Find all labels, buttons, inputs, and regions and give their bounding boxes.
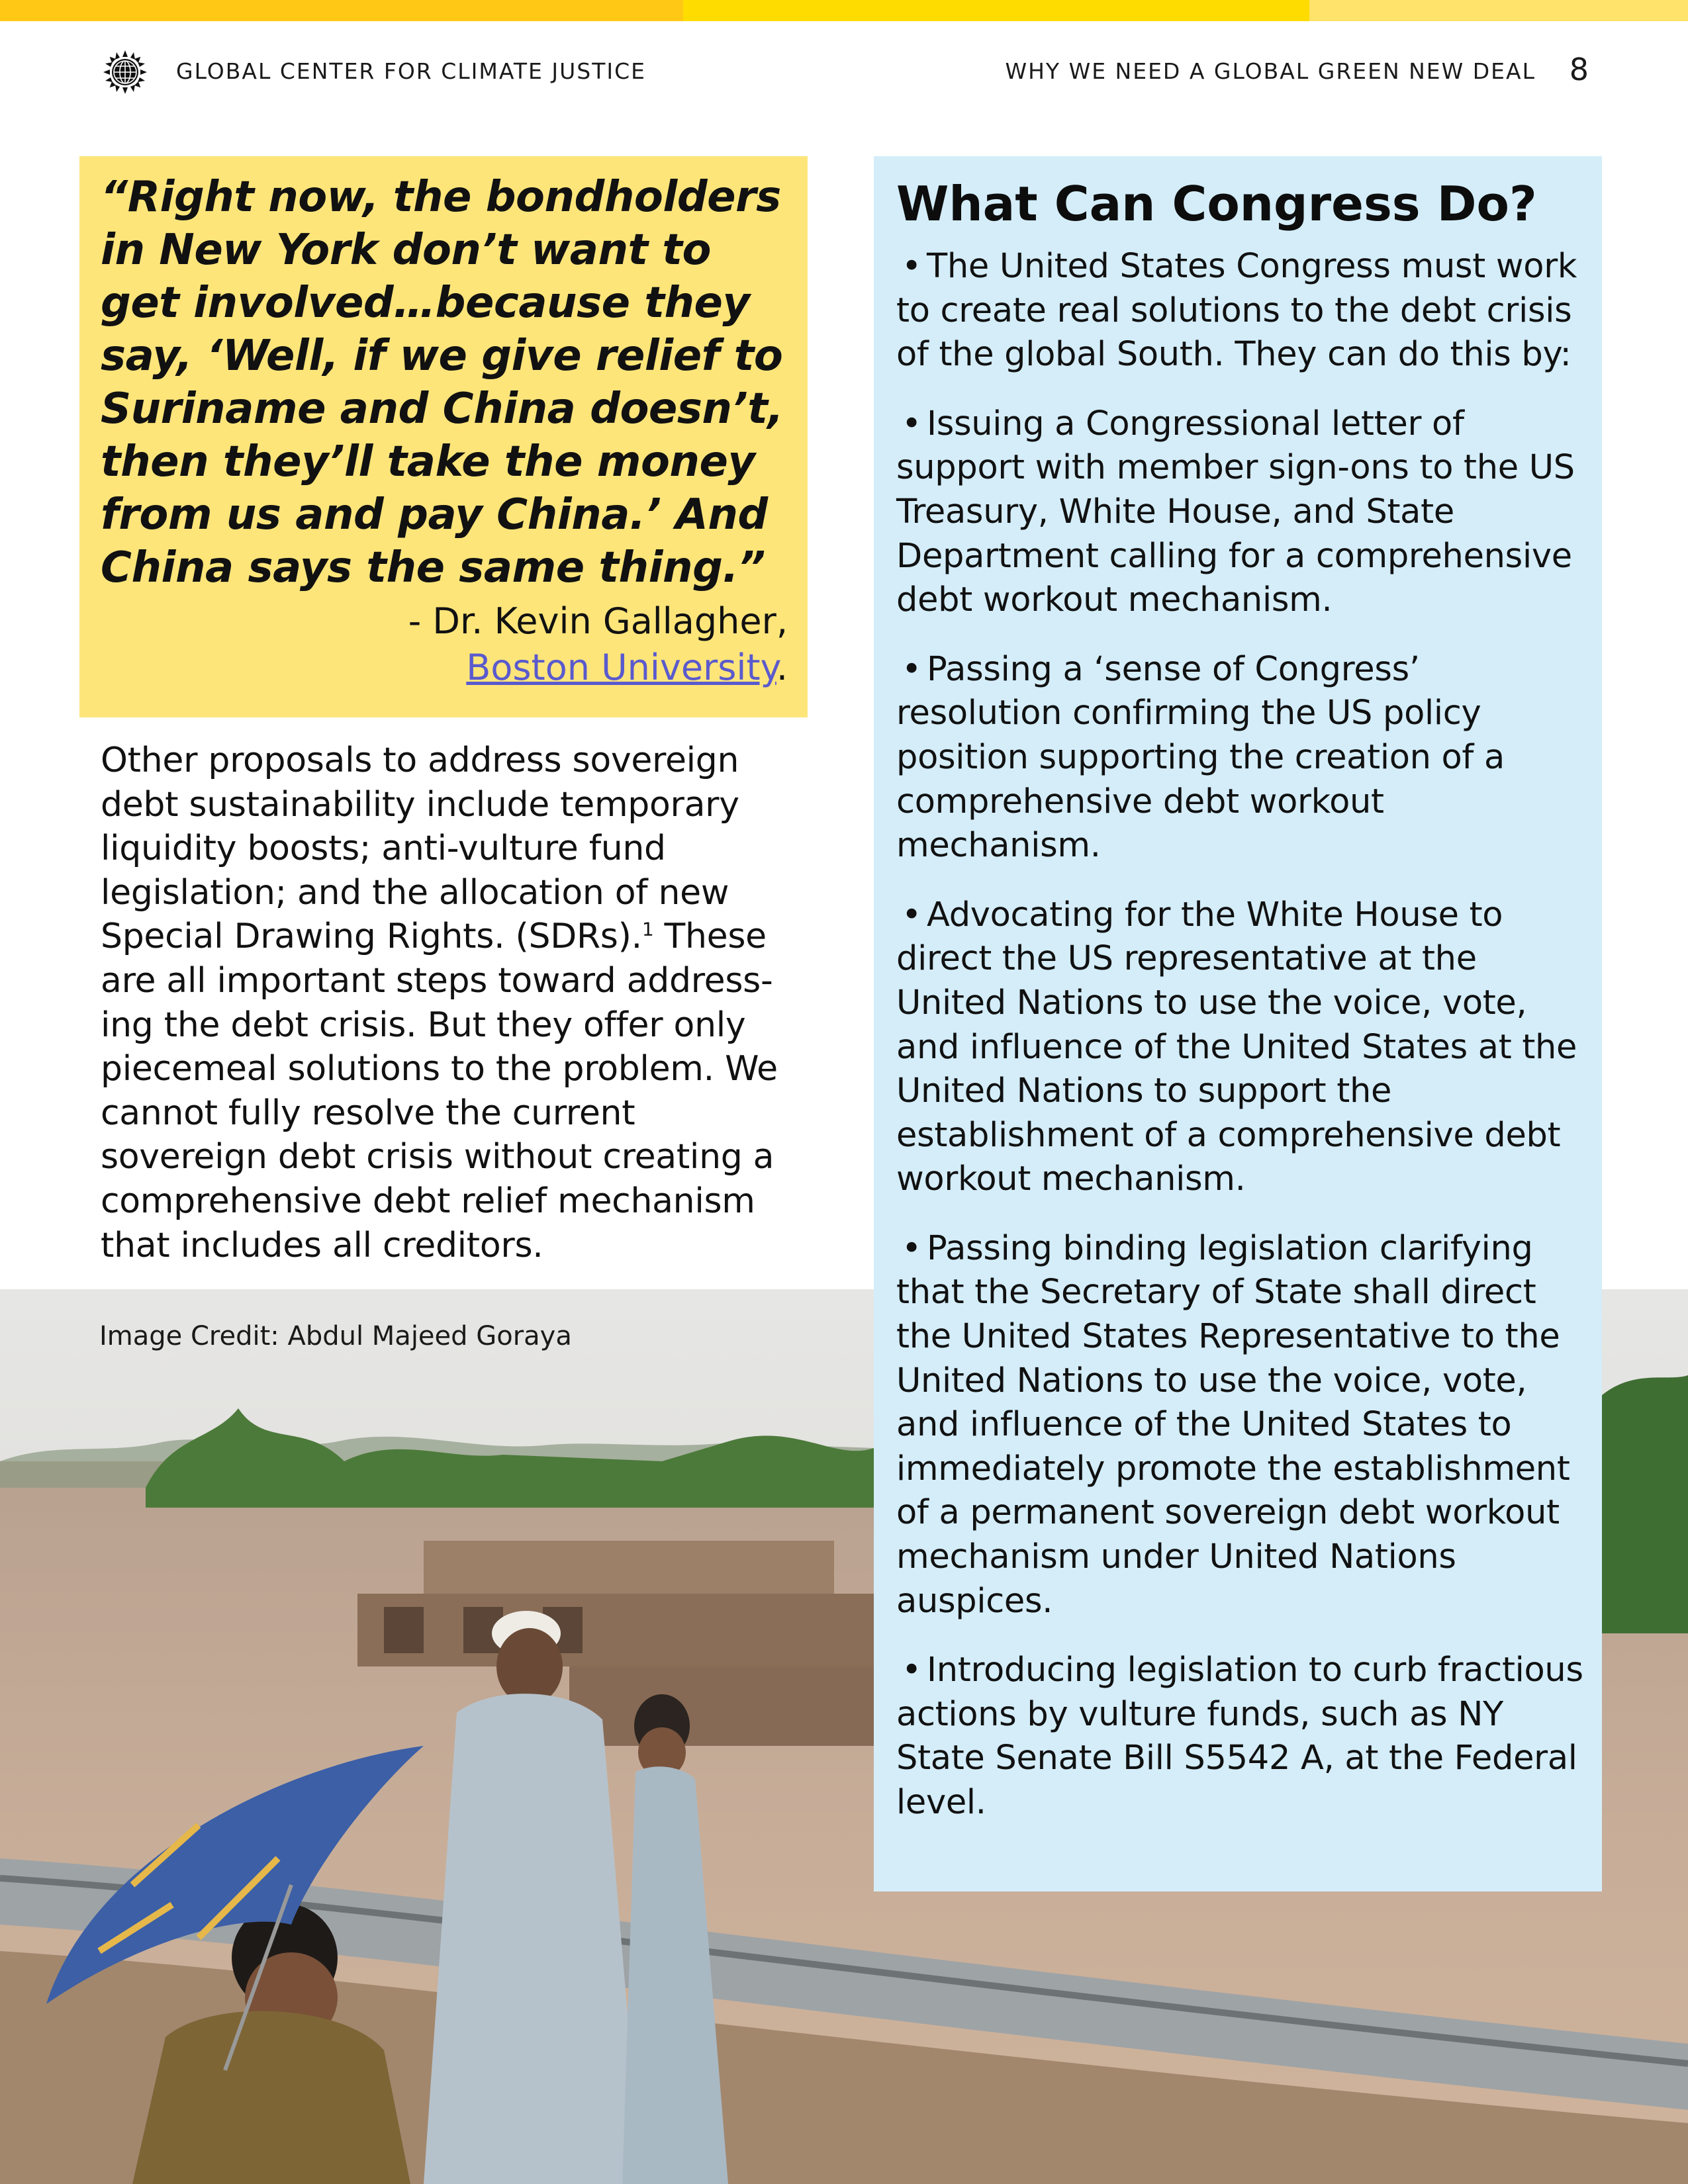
document-title: WHY WE NEED A GLOBAL GREEN NEW DEAL [1005,58,1536,84]
sidebar-item-text: The United States Congress must work to create real solutions to the debt crisis of the global South. They can do this by: [896,247,1577,375]
congress-sidebar [874,156,1602,1891]
quote-text: “Right now, the bondholders in New York don’t want to get involved…because they say, ‘Well, if we give relief to Suriname and China doesn’t, then they’ll take the money from us and pay China.’ And China says the same thing.” [101,173,784,592]
sidebar-item-resolution [896,648,1585,868]
bullet: • [902,404,921,443]
body-text-part-2: These are all important steps toward address-ing the debt crisis. But they offer only piecemeal solutions to the problem. We cannot fully resolve the current sovereign debt crisis without creating a comprehensive debt relief mechanism that includes all creditors. [101,917,778,1265]
top-stripe-segment-1 [0,0,683,21]
sidebar-item-text: Passing a ‘sense of Congress’ resolution confirming the US policy position supporting the creation of a comprehensive debt workout mechanism. [896,649,1505,866]
bullet: • [902,1651,921,1690]
quote-affiliation [101,645,788,691]
sidebar-item-letter [896,402,1585,623]
quote-author: - Dr. Kevin Gallagher, [408,600,788,642]
boston-university-link[interactable]: Boston University [466,647,776,688]
pull-quote [79,156,808,717]
bullet: • [902,1228,921,1268]
body-paragraph [101,739,802,1267]
sidebar-item-intro [896,245,1585,377]
page-number: 8 [1569,52,1589,87]
bullet: • [902,247,921,286]
top-stripe-segment-2 [683,0,1309,21]
sidebar-item-text: Introducing legislation to curb fractious actions by vulture funds, such as NY State Senate Bill S5542 A, at the Federal level. [896,1651,1583,1822]
sidebar-title: What Can Congress Do? [896,176,1537,232]
sidebar-item-legislation [896,1227,1585,1623]
org-name: GLOBAL CENTER FOR CLIMATE JUSTICE [176,58,646,84]
sidebar-item-advocacy [896,893,1585,1202]
sidebar-item-text: Advocating for the White House to direct the US representative at the United Nations to use the voice, vote, and influence of the United States at the United Nations to support the establishment of a comprehensive debt workout mechanism. [896,895,1577,1199]
image-credit: Image Credit: Abdul Majeed Goraya [99,1321,572,1351]
sidebar-item-text: Passing binding legislation clarifying that the Secretary of State shall direct the United States Representative to the United Nations to use the voice, vote, and influence of the United States to immediately promote the establishment of a permanent sovereign debt workout mechanism under United Nations auspices. [896,1228,1570,1621]
body-text-part-1: Other proposals to address sovereign debt sustainability include temporary liquidity boosts; anti-vulture fund legislation; and the allocation of new Special Drawing Rights. (SDRs). [101,741,739,957]
bullet: • [902,895,921,934]
top-stripe-segment-3 [1309,0,1688,21]
sidebar-item-text: Issuing a Congressional letter of support with member sign-ons to the US Treasury, White House, and State Department calling for a comprehensive debt workout mechanism. [896,404,1575,620]
sun-globe-icon [103,50,147,94]
footnote-reference[interactable]: 1 [641,919,654,941]
sidebar-item-vulture-funds [896,1649,1585,1825]
affiliation-period: . [776,647,788,688]
bullet: • [902,649,921,689]
